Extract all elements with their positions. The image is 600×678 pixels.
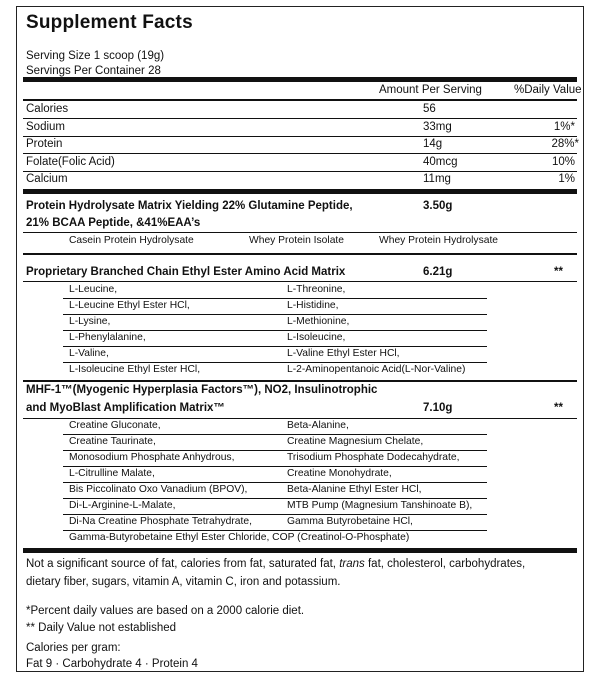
divider: [23, 548, 577, 553]
nutrient-daily-value: 10%: [551, 156, 575, 168]
ingredient: L-Threonine,: [287, 284, 346, 295]
servings-per-container: Servings Per Container 28: [26, 65, 161, 77]
ingredient: Creatine Taurinate,: [69, 436, 156, 447]
divider: [63, 330, 487, 331]
supplement-facts-panel: [16, 6, 584, 672]
nutrient-name: Calcium: [26, 173, 68, 185]
divider: [63, 530, 487, 531]
divider: [23, 232, 577, 233]
ingredient: Bis Piccolinato Oxo Vanadium (BPOV),: [69, 484, 248, 495]
ingredient: L-Citrulline Malate,: [69, 468, 155, 479]
nutrient-amount: 33mg: [423, 121, 452, 133]
divider: [23, 418, 577, 419]
ingredient: L-Isoleucine Ethyl Ester HCl,: [69, 364, 201, 375]
ingredient: Creatine Monohydrate,: [287, 468, 392, 479]
divider: [63, 514, 487, 515]
ingredient: Creatine Magnesium Chelate,: [287, 436, 424, 447]
ingredient: L-Phenylalanine,: [69, 332, 146, 343]
ingredient: Di-L-Arginine-L-Malate,: [69, 500, 176, 511]
nutrient-name: Calories: [26, 103, 69, 115]
ingredient: Beta-Alanine Ethyl Ester HCl,: [287, 484, 422, 495]
ingredient: Gamma Butyrobetaine HCl,: [287, 516, 413, 527]
ingredient: L-Methionine,: [287, 316, 350, 327]
matrix-daily-value: **: [554, 266, 563, 278]
nutrient-amount: 56: [423, 103, 436, 115]
divider: [63, 466, 487, 467]
amount-per-serving-header: Amount Per Serving: [379, 84, 482, 96]
calories-per-gram-label: Calories per gram:: [26, 642, 121, 654]
statement-italic: trans: [339, 558, 365, 570]
not-significant-statement: [26, 558, 525, 570]
ingredient: Gamma-Butyrobetaine Ethyl Ester Chloride, COP (Creatinol-O-Phosphate): [69, 532, 410, 543]
statement-text: Not a significant source of fat, calories from fat, saturated fat,: [26, 558, 340, 570]
not-significant-statement-line2: dietary fiber, sugars, vitamin A, vitamin C, iron and potassium.: [26, 576, 341, 588]
ingredient: L-Isoleucine,: [287, 332, 346, 343]
divider: [23, 99, 577, 101]
matrix-name: 21% BCAA Peptide, &41%EAA’s: [26, 217, 201, 229]
ingredient: Monosodium Phosphate Anhydrous,: [69, 452, 235, 463]
daily-value-header: %Daily Value: [514, 84, 582, 96]
ingredient: L-Leucine,: [69, 284, 118, 295]
divider: [63, 346, 487, 347]
nutrient-amount: 14g: [423, 138, 443, 150]
ingredient: L-Valine Ethyl Ester HCl,: [287, 348, 400, 359]
divider: [23, 253, 577, 255]
nutrient-daily-value: 1%: [558, 173, 575, 185]
divider: [63, 362, 487, 363]
ingredient: Trisodium Phosphate Dodecahydrate,: [287, 452, 460, 463]
divider: [63, 434, 487, 435]
ingredient: MTB Pump (Magnesium Tanshinoate B),: [287, 500, 473, 511]
ingredient: L-Leucine Ethyl Ester HCl,: [69, 300, 190, 311]
ingredient: L-Valine,: [69, 348, 109, 359]
matrix-name: Protein Hydrolysate Matrix Yielding 22% Glutamine Peptide,: [26, 200, 353, 212]
matrix-name: and MyoBlast Amplification Matrix™: [26, 402, 225, 414]
divider: [63, 450, 487, 451]
ingredient: L-Histidine,: [287, 300, 339, 311]
panel-title: Supplement Facts: [26, 12, 193, 33]
calories-per-gram-values: Fat 9 · Carbohydrate 4 · Protein 4: [26, 658, 198, 670]
divider: [23, 281, 577, 282]
ingredient: Beta-Alanine,: [287, 420, 349, 431]
serving-size: Serving Size 1 scoop (19g): [26, 50, 165, 62]
nutrient-amount: 11mg: [423, 173, 451, 185]
matrix-name: Proprietary Branched Chain Ethyl Ester Amino Acid Matrix: [26, 266, 346, 278]
divider: [23, 189, 577, 194]
divider: [23, 136, 577, 137]
ingredient: Casein Protein Hydrolysate: [69, 235, 194, 246]
nutrient-amount: 40mcg: [423, 156, 458, 168]
ingredient: Whey Protein Hydrolysate: [379, 235, 499, 246]
divider: [23, 380, 577, 382]
nutrient-daily-value: 28%*: [551, 138, 579, 150]
nutrient-name: Protein: [26, 138, 63, 150]
ingredient: Whey Protein Isolate: [249, 235, 345, 246]
divider: [23, 77, 577, 82]
nutrient-name: Folate(Folic Acid): [26, 156, 115, 168]
nutrient-name: Sodium: [26, 121, 65, 133]
matrix-daily-value: **: [554, 402, 563, 414]
divider: [63, 482, 487, 483]
matrix-name: MHF-1™(Myogenic Hyperplasia Factors™), NO2, Insulinotrophic: [26, 384, 378, 396]
matrix-amount: 6.21g: [423, 266, 453, 278]
matrix-amount: 3.50g: [423, 200, 453, 212]
nutrient-daily-value: 1%*: [553, 121, 575, 133]
divider: [63, 298, 487, 299]
divider: [63, 314, 487, 315]
statement-text: fat, cholesterol, carbohydrates,: [364, 558, 526, 570]
matrix-amount: 7.10g: [423, 402, 453, 414]
divider: [23, 118, 577, 119]
divider: [23, 153, 577, 154]
dv-not-established-note: ** Daily Value not established: [26, 622, 177, 634]
ingredient: L-Lysine,: [69, 316, 111, 327]
ingredient: Di-Na Creatine Phosphate Tetrahydrate,: [69, 516, 252, 527]
divider: [23, 171, 577, 172]
ingredient: L-2-Aminopentanoic Acid(L-Nor-Valine): [287, 364, 466, 375]
percent-dv-note: *Percent daily values are based on a 2000 calorie diet.: [26, 605, 305, 617]
divider: [63, 498, 487, 499]
ingredient: Creatine Gluconate,: [69, 420, 161, 431]
